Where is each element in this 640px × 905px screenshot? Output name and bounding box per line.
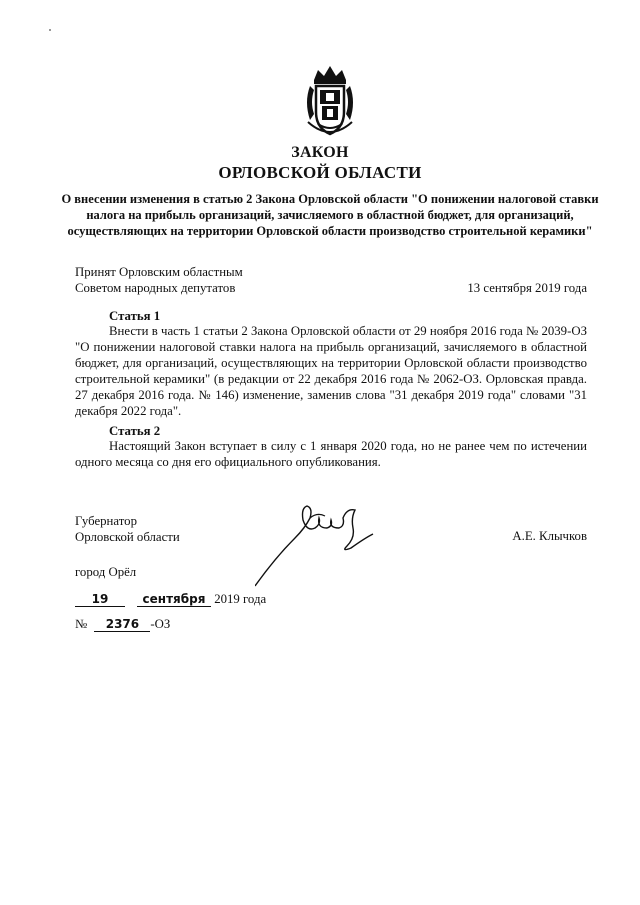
- region-title: ОРЛОВСКОЙ ОБЛАСТИ: [218, 163, 422, 182]
- handwritten-signature: [255, 498, 385, 588]
- law-title: ЗАКОН: [291, 144, 349, 161]
- adoption-body: [75, 264, 243, 296]
- coat-of-arms-icon: [300, 62, 360, 142]
- article-2-heading: Статья 2: [109, 424, 161, 438]
- adoption-line-2: Советом народных депутатов: [75, 281, 236, 295]
- signatory-position: [75, 513, 180, 545]
- adoption-date: 13 сентября 2019 года: [467, 281, 587, 295]
- signing-year: 2019 года: [214, 592, 267, 606]
- number-prefix: №: [75, 617, 88, 631]
- city-label: город Орёл: [75, 565, 137, 579]
- signing-month: сентября: [137, 592, 211, 607]
- signing-day: 19: [75, 592, 125, 607]
- governor-name: А.Е. Клычков: [512, 529, 587, 543]
- scan-speck: [49, 29, 51, 31]
- number-value: 2376: [94, 617, 150, 632]
- law-subtitle: О внесении изменения в статью 2 Закона Орловской области "О понижении налоговой ставки налога на прибыль организаций, зачисляемого в областной бюджет, для организаций, осуществляющих на территории Орловской области производство строительной керамики": [61, 192, 599, 238]
- article-1-heading: Статья 1: [109, 309, 161, 323]
- position-line-2: Орловской области: [75, 530, 180, 544]
- law-number: [75, 617, 170, 632]
- position-line-1: Губернатор: [75, 514, 137, 528]
- article-1-text: Внести в часть 1 статьи 2 Закона Орловской области от 29 ноября 2016 года № 2039-ОЗ "О понижении налоговой ставки налога на прибыль организаций, зачисляемого в областной бюджет, для организаций, осуществляющих на территории Орловской области производство строительной керамики" (в редакции от 22 декабря 2016 года № 2062-ОЗ. Орловская правда. 27 декабря 2016 года. № 146) изменение, заменив слова "31 декабря 2019 года" словами "31 декабря 2022 года".: [75, 324, 587, 418]
- number-suffix: -ОЗ: [150, 617, 171, 631]
- article-2-text: Настоящий Закон вступает в силу с 1 января 2020 года, но не ранее чем по истечении одного месяца со дня его официального опубликования.: [75, 439, 587, 469]
- signing-date: [75, 592, 266, 607]
- adoption-line-1: Принят Орловским областным: [75, 265, 243, 279]
